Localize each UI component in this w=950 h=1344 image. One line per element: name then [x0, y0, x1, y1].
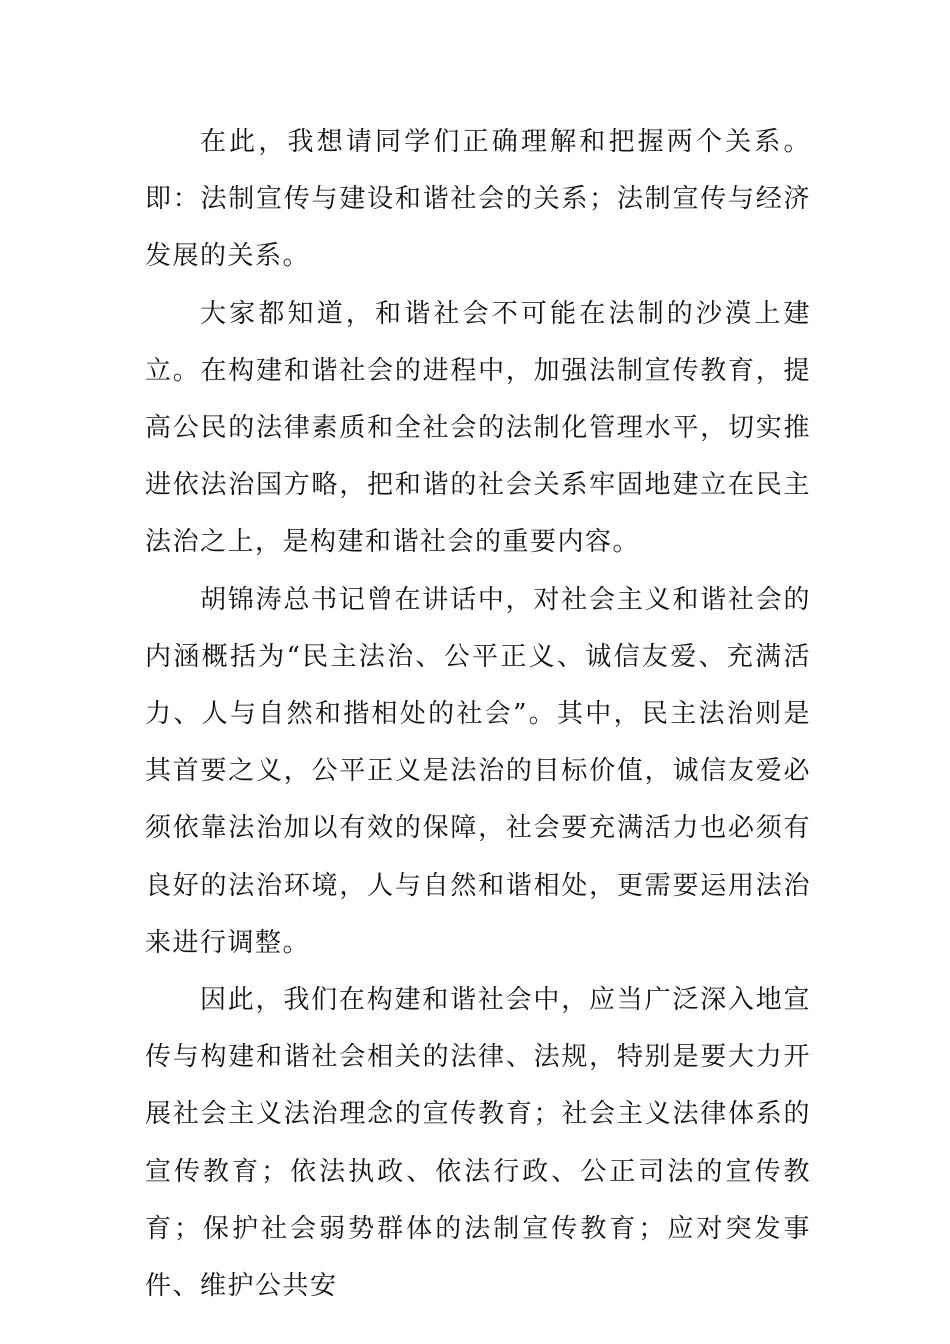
paragraph-2: 大家都知道，和谐社会不可能在法制的沙漠上建立。在构建和谐社会的进程中，加强法制宣传教育，提高公民的法律素质和全社会的法制化管理水平，切实推进依法治国方略，把和谐的社会关系牢固地建立在民主法治之上，是构建和谐社会的重要内容。 — [145, 298, 811, 558]
document-body — [145, 114, 811, 1315]
paragraph-1: 在此，我想请同学们正确理解和把握两个关系。即：法制宣传与建设和谐社会的关系；法制宣传与经济发展的关系。 — [145, 127, 811, 272]
paragraph-3: 胡锦涛总书记曾在讲话中，对社会主义和谐社会的内涵概括为“民主法治、公平正义、诚信友爱、充满活力、人与自然和揩相处的社会”。其中，民主法治则是其首要之义，公平正义是法治的目标价值，诚信友爱必须依靠法治加以有效的保障，社会要充满活力也必须有良好的法治环境，人与自然和谐相处，更需要运用法治来进行调整。 — [145, 584, 811, 958]
paragraph-4: 因此，我们在构建和谐社会中，应当广泛深入地宣传与构建和谐社会相关的法律、法规，特别是要大力开展社会主义法治理念的宣传教育；社会主义法律体系的宣传教育；依法执政、依法行政、公正司法的宣传教育；保护社会弱势群体的法制宣传教育；应对突发事件、维护公共安 — [145, 985, 811, 1302]
